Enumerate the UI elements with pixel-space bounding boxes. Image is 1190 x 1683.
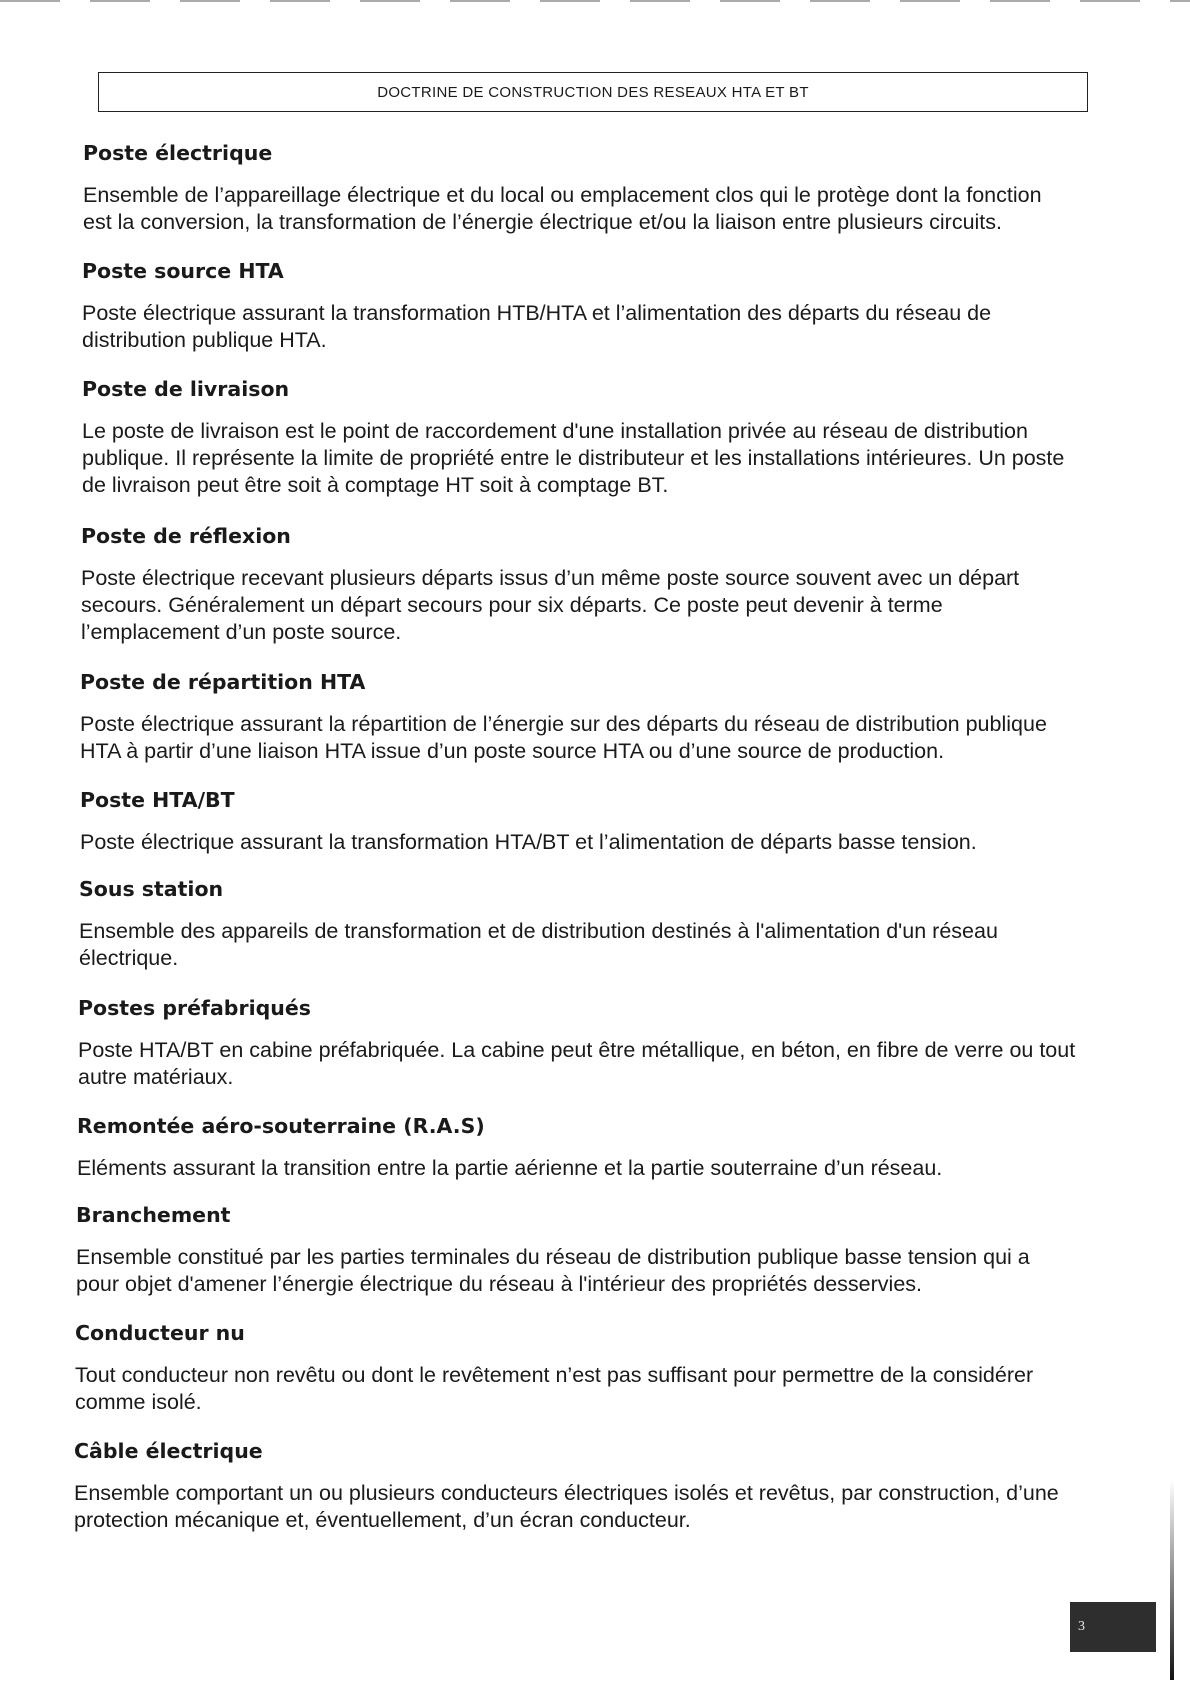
page-number-badge <box>1070 1602 1156 1652</box>
glossary-entry <box>79 877 1049 972</box>
glossary-entry <box>81 524 1071 646</box>
glossary-entry <box>76 1203 1076 1298</box>
entry-term: Postes préfabriqués <box>78 996 311 1020</box>
entry-definition: Tout conducteur non revêtu ou dont le revêtement n’est pas suffisant pour permettre de la considérer comme isolé. <box>75 1363 1034 1414</box>
entry-definition: Ensemble de l’appareillage électrique et du local ou emplacement clos qui le protège dont la fonction est la conversion, la transformation de l’énergie électrique et/ou la liaison entre plusieurs circuits. <box>83 183 1042 234</box>
entry-definition: Le poste de livraison est le point de raccordement d'une installation privée au réseau de distribution publique. Il représente la limite de propriété entre le distributeur et les installations intérieures. Un poste de livraison peut être soit à comptage HT soit à comptage BT. <box>82 419 1065 497</box>
entry-definition: Poste HTA/BT en cabine préfabriquée. La cabine peut être métallique, en béton, en fibre de verre ou tout autre matériaux. <box>78 1038 1076 1089</box>
entry-definition: Ensemble constitué par les parties terminales du réseau de distribution publique basse tension qui a pour objet d'amener l’énergie électrique du réseau à l'intérieur des propriétés desservies. <box>76 1245 1030 1296</box>
scan-top-edge <box>0 0 1190 2</box>
entry-definition: Poste électrique assurant la transformation HTB/HTA et l’alimentation des départs du réseau de distribution publique HTA. <box>82 301 992 352</box>
entry-term: Poste de répartition HTA <box>80 670 366 694</box>
entry-term: Poste source HTA <box>82 259 284 283</box>
entry-term: Conducteur nu <box>75 1321 245 1345</box>
document-header <box>98 72 1088 112</box>
glossary-entry <box>83 141 1073 236</box>
scan-shadow-edge <box>1170 1480 1174 1680</box>
glossary-entry <box>80 788 1085 856</box>
entry-term: Poste électrique <box>83 141 273 165</box>
entry-term: Branchement <box>76 1203 231 1227</box>
glossary-entry <box>80 670 1085 765</box>
entry-definition: Ensemble des appareils de transformation et de distribution destinés à l'alimentation d'un réseau électrique. <box>79 919 998 970</box>
entry-term: Poste HTA/BT <box>80 788 235 812</box>
entry-term: Poste de livraison <box>82 377 290 401</box>
glossary-entry <box>74 1439 1074 1534</box>
glossary-entry <box>75 1321 1085 1416</box>
entry-term: Remontée aéro-souterraine (R.A.S) <box>77 1114 485 1138</box>
glossary-entry <box>82 259 1042 354</box>
page-number: 3 <box>1078 1619 1085 1634</box>
entry-definition: Eléments assurant la transition entre la partie aérienne et la partie souterraine d’un réseau. <box>77 1156 943 1180</box>
entry-term: Câble électrique <box>74 1439 263 1463</box>
glossary-entry <box>82 377 1072 499</box>
glossary-entry <box>77 1114 1077 1182</box>
entry-definition: Poste électrique recevant plusieurs départs issus d’un même poste source souvent avec un départ secours. Généralement un départ secours pour six départs. Ce poste peut devenir à terme l’emplacement d’un poste source. <box>81 566 1020 644</box>
header-title: DOCTRINE DE CONSTRUCTION DES RESEAUX HTA ET BT <box>377 83 809 101</box>
entry-term: Sous station <box>79 877 224 901</box>
entry-definition: Poste électrique assurant la transformation HTA/BT et l’alimentation de départs basse tension. <box>80 830 977 854</box>
glossary-entry <box>78 996 1078 1091</box>
entry-term: Poste de réflexion <box>81 524 291 548</box>
entry-definition: Poste électrique assurant la répartition de l’énergie sur des départs du réseau de distribution publique HTA à partir d’une liaison HTA issue d’un poste source HTA ou d’une source de production. <box>80 712 1047 763</box>
entry-definition: Ensemble comportant un ou plusieurs conducteurs électriques isolés et revêtus, par construction, d’une protection mécanique et, éventuellement, d’un écran conducteur. <box>74 1481 1059 1532</box>
